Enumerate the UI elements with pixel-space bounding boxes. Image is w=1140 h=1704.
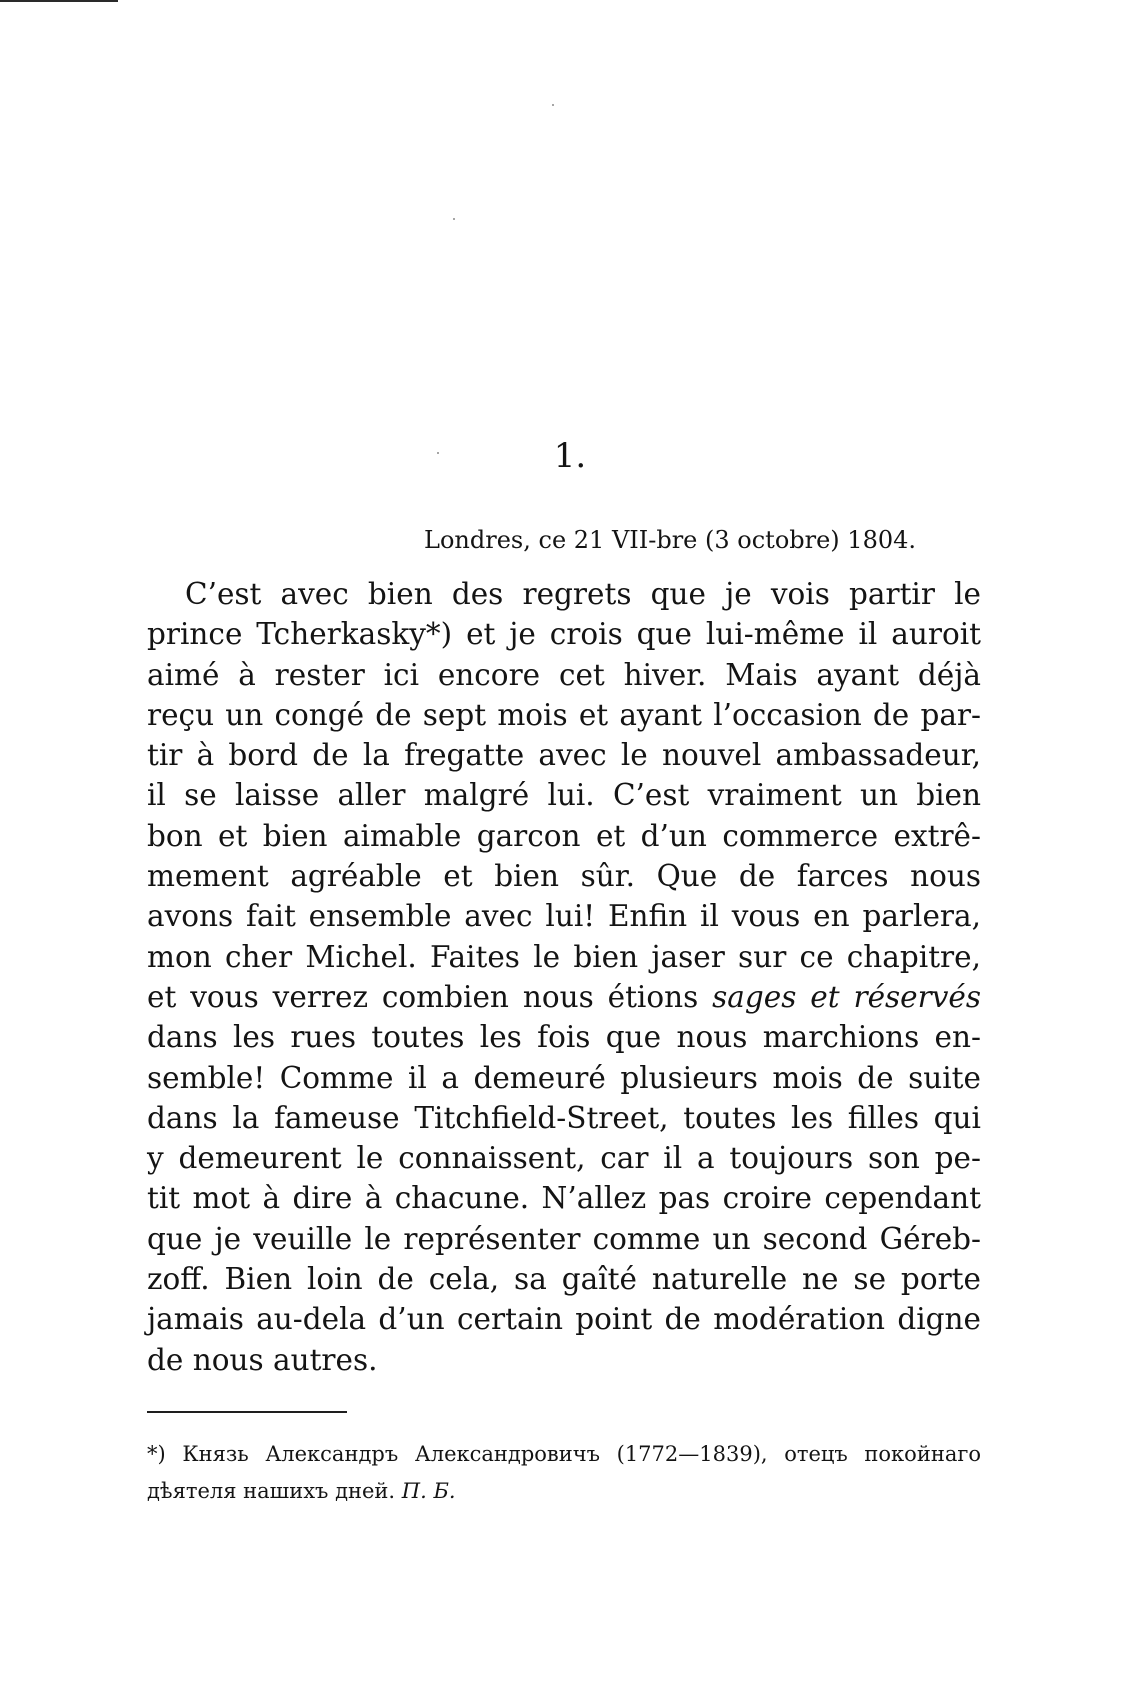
body-line: dans les rues toutes les fois que nous marchions en-	[147, 1020, 981, 1055]
body-line: tit mot à dire à chacune. N’allez pas croire cependant	[147, 1181, 981, 1216]
footnote-signature: П. Б.	[401, 1479, 456, 1503]
body-line: mon cher Michel. Faites le bien jaser sur ce chapitre,	[147, 939, 981, 974]
emphasized-phrase: sages et réservés	[712, 979, 982, 1014]
footnote-text: дѣятеля нашихъ дней.	[147, 1479, 396, 1503]
footnote-line: *) Князь Александръ Александровичъ (1772—1839), отецъ покойнаго	[147, 1442, 981, 1466]
print-speck	[552, 104, 554, 106]
body-line: il se laisse aller malgré lui. C’est vraiment un bien	[147, 778, 981, 813]
body-line: jamais au-dela d’un certain point de modération digne	[147, 1302, 981, 1337]
body-line: y demeurent le connaissent, car il a toujours son pe-	[147, 1141, 981, 1176]
footnote-line	[147, 1473, 981, 1510]
body-line: mement agréable et bien sûr. Que de farces nous	[147, 859, 981, 894]
body-line: reçu un congé de sept mois et ayant l’occasion de par-	[147, 697, 981, 732]
footnote-separator	[147, 1411, 347, 1413]
letter-dateline: Londres, ce 21 VII-bre (3 octobre) 1804.	[424, 526, 916, 554]
body-line: avons fait ensemble avec lui! Enfin il vous en parlera,	[147, 899, 981, 934]
footnote	[147, 1436, 981, 1510]
body-line: tir à bord de la fregatte avec le nouvel ambassadeur,	[147, 738, 981, 773]
body-line: zoff. Bien loin de cela, sa gaîté naturelle ne se porte	[147, 1262, 981, 1297]
body-line-text: et vous verrez combien nous étions	[147, 979, 699, 1014]
body-line: semble! Comme il a demeuré plusieurs mois de suite	[147, 1060, 981, 1095]
body-line: prince Tcherkasky*) et je crois que lui-même il auroit	[147, 617, 981, 652]
letter-body	[147, 574, 981, 1380]
scan-edge-rule	[0, 0, 118, 2]
body-line-with-emphasis	[147, 977, 981, 1017]
print-speck	[453, 218, 455, 220]
body-line: de nous autres.	[147, 1342, 378, 1377]
body-line: C’est avec bien des regrets que je vois partir le	[185, 577, 981, 611]
body-line: aimé à rester ici encore cet hiver. Mais ayant déjà	[147, 657, 981, 692]
body-line: bon et bien aimable garcon et d’un commerce extrê-	[147, 818, 981, 853]
letter-number: 1.	[553, 436, 587, 476]
body-line: dans la fameuse Titchfield-Street, toutes les filles qui	[147, 1100, 981, 1135]
body-line: que je veuille le représenter comme un second Géreb-	[147, 1221, 981, 1256]
